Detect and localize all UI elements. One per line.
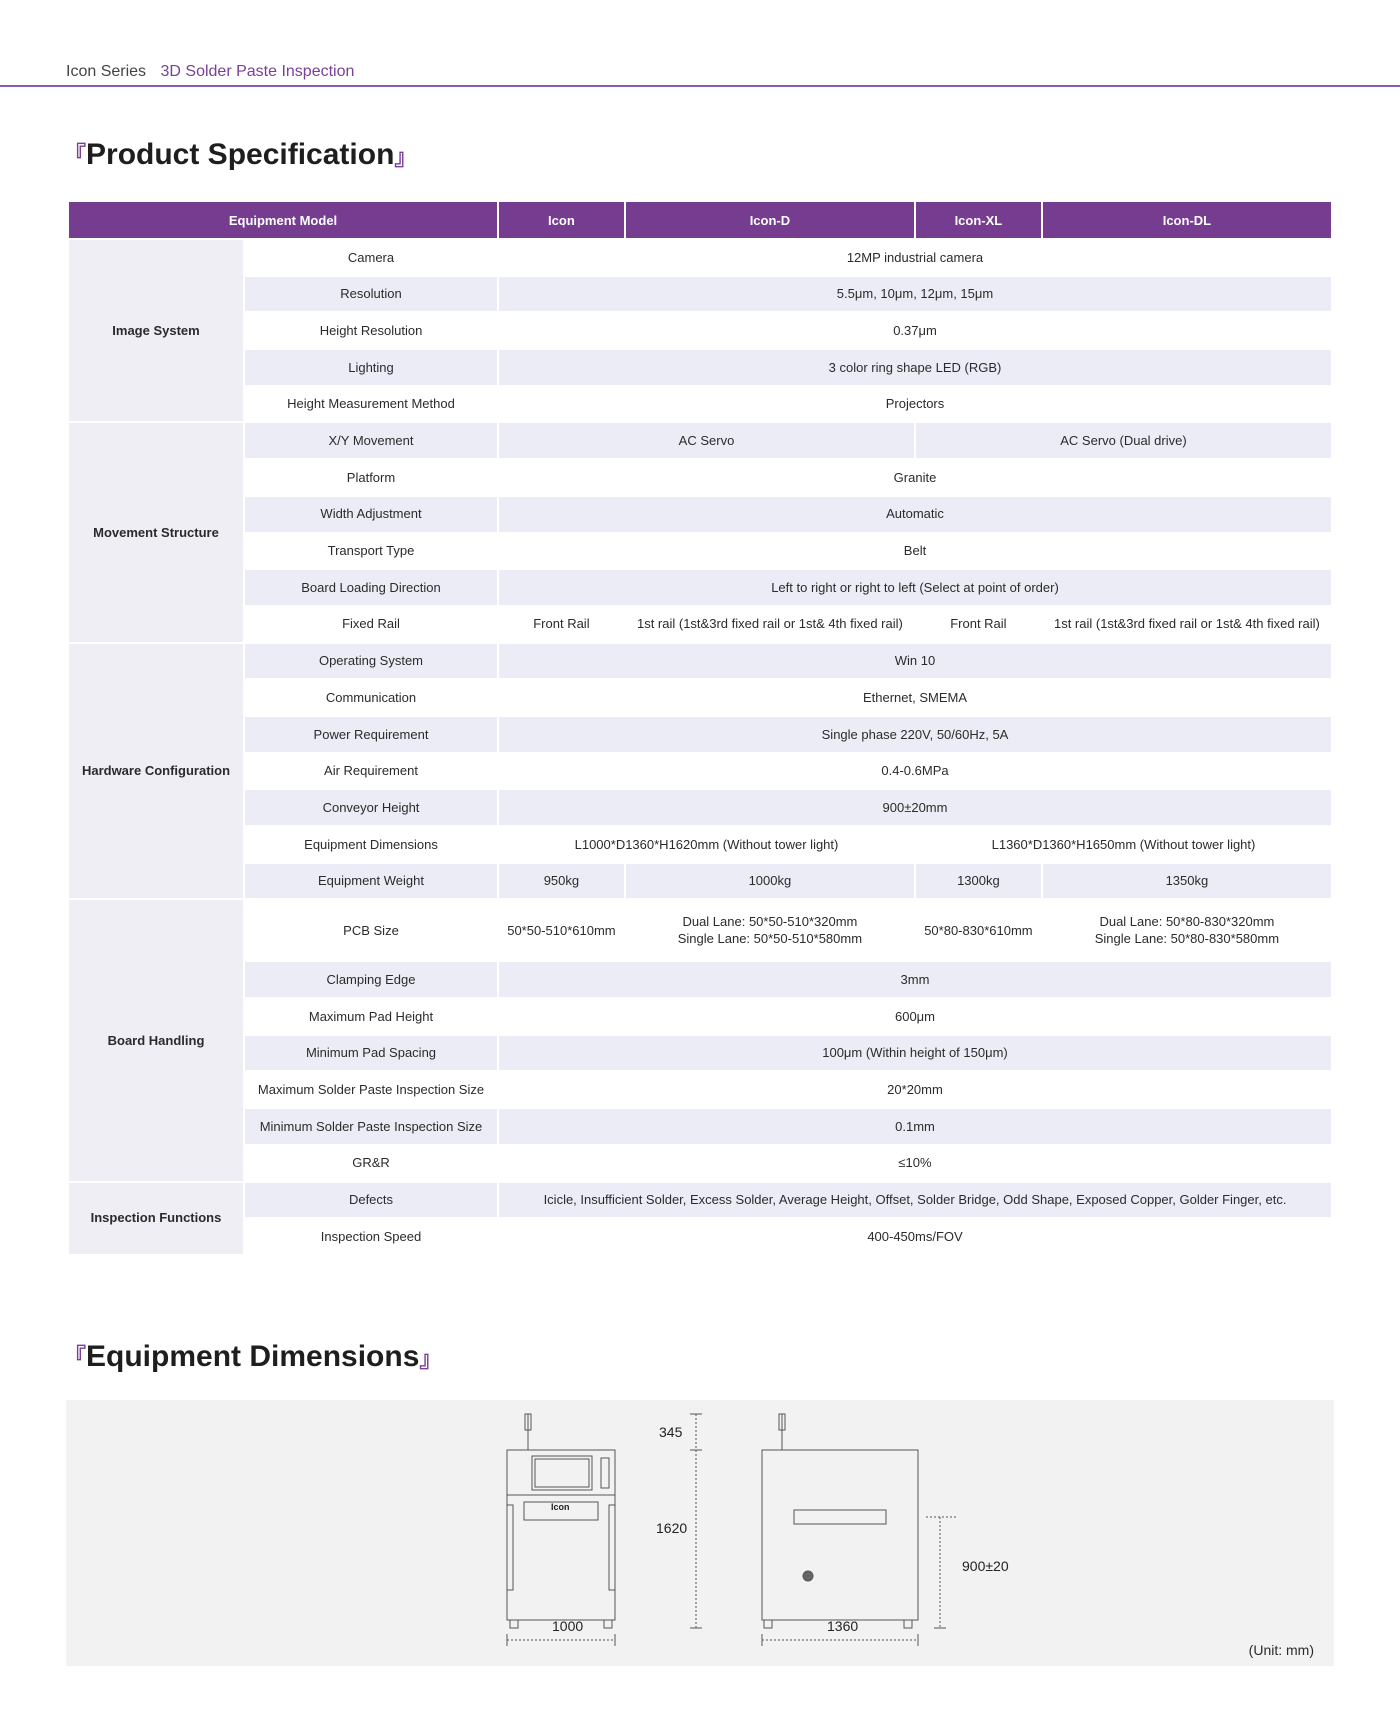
row-value: 5.5μm, 10μm, 12μm, 15μm [499, 277, 1331, 312]
series-name: Icon Series [66, 63, 147, 80]
row-value: 50*50-510*610mm [507, 922, 616, 938]
row-value: 600μm [894, 1008, 935, 1024]
table-row [69, 827, 1331, 862]
row-label: Clamping Edge [245, 962, 497, 997]
row-value: 100μm (Within height of 150μm) [499, 1036, 1331, 1071]
row-value: 950kg [499, 864, 624, 899]
table-row [69, 1183, 1331, 1218]
header-icon: Icon [499, 202, 624, 238]
table-row [69, 900, 1331, 960]
front-monitor [532, 1456, 592, 1490]
header-icon-d: Icon-D [626, 202, 914, 238]
tower-height-label: 345 [659, 1424, 683, 1440]
row-value: AC Servo (Dual drive) [916, 423, 1331, 458]
row-value: 50*80-830*610mm [924, 922, 1033, 938]
row-value: 1300kg [916, 864, 1041, 899]
table-row [69, 350, 1331, 385]
category-hardware-configuration: Hardware Configuration [69, 644, 243, 899]
row-value: 400-450ms/FOV [867, 1228, 963, 1244]
open-bracket-icon: 『 [64, 1344, 87, 1369]
front-foot-right [604, 1620, 612, 1628]
row-value: 0.1mm [499, 1109, 1331, 1144]
row-value [626, 900, 914, 960]
row-value: 3 color ring shape LED (RGB) [499, 350, 1331, 385]
table-row [69, 313, 1331, 348]
row-label: Minimum Pad Spacing [245, 1036, 497, 1071]
spec-section-title [64, 138, 416, 172]
row-label: Lighting [245, 350, 497, 385]
header [66, 63, 354, 81]
front-model-mark: Icon [551, 1502, 570, 1512]
conveyor-height-label: 900±20 [962, 1558, 1009, 1574]
table-row [69, 1146, 1331, 1181]
table-row [69, 644, 1331, 679]
table-row [69, 534, 1331, 569]
row-value: Front Rail [533, 616, 590, 632]
category-inspection-functions: Inspection Functions [69, 1183, 243, 1254]
table-row [69, 999, 1331, 1034]
row-label: Maximum Solder Paste Inspection Size [257, 1082, 485, 1097]
table-row [69, 423, 1331, 458]
side-width-label: 1360 [827, 1618, 859, 1634]
row-value: Front Rail [950, 616, 1007, 632]
body-height-label: 1620 [656, 1520, 688, 1536]
row-label: Height Resolution [319, 322, 423, 338]
row-value [1043, 900, 1331, 960]
row-label: Height Measurement Method [287, 396, 455, 412]
row-value: Ethernet, SMEMA [862, 689, 968, 705]
row-label: Operating System [245, 644, 497, 679]
table-row [69, 962, 1331, 997]
row-value: 1000kg [626, 864, 914, 899]
series-subtitle: 3D Solder Paste Inspection [160, 63, 355, 80]
row-value: Projectors [885, 396, 945, 412]
row-label: Transport Type [327, 543, 415, 559]
table-row [69, 607, 1331, 642]
row-label: Width Adjustment [245, 497, 497, 532]
close-bracket-icon: 』 [394, 145, 417, 170]
front-body [507, 1450, 615, 1620]
row-value: L1360*D1360*H1650mm (Without tower light) [991, 836, 1256, 852]
dims-title-text: Equipment Dimensions [86, 1340, 420, 1373]
table-header-row [69, 202, 1331, 238]
table-row [69, 1072, 1331, 1107]
row-label: Resolution [245, 277, 497, 312]
row-label: Equipment Dimensions [304, 836, 438, 852]
table-row [69, 497, 1331, 532]
row-label: Conveyor Height [245, 790, 497, 825]
table-row [69, 1036, 1331, 1071]
table-row [69, 754, 1331, 789]
row-label: X/Y Movement [245, 423, 497, 458]
category-movement-structure: Movement Structure [69, 423, 243, 641]
table-row [69, 460, 1331, 495]
header-icon-dl: Icon-DL [1043, 202, 1331, 238]
row-label: Inspection Speed [320, 1228, 422, 1244]
row-value: L1000*D1360*H1620mm (Without tower light) [574, 836, 839, 852]
row-label: Power Requirement [245, 717, 497, 752]
row-value: 0.37μm [893, 322, 937, 338]
row-value: Left to right or right to left (Select at point of order) [499, 570, 1331, 605]
row-label: Camera [347, 249, 395, 265]
pcb-dual-lane: Dual Lane: 50*80-830*320mm [1099, 913, 1275, 929]
row-label: Communication [325, 689, 417, 705]
pcb-dual-lane: Dual Lane: 50*50-510*320mm [682, 913, 858, 929]
row-value: 1st rail (1st&3rd fixed rail or 1st& 4th fixed rail) [1053, 616, 1320, 632]
table-row [69, 240, 1331, 275]
row-value: 3mm [499, 962, 1331, 997]
header-icon-xl: Icon-XL [916, 202, 1041, 238]
dimensions-panel [66, 1400, 1334, 1666]
pcb-single-lane: Single Lane: 50*80-830*580mm [1094, 931, 1280, 947]
row-value: 1350kg [1043, 864, 1331, 899]
table-row [69, 1109, 1331, 1144]
table-row [69, 680, 1331, 715]
side-foot-left [764, 1620, 772, 1628]
side-foot-right [904, 1620, 912, 1628]
spec-title-text: Product Specification [86, 138, 395, 171]
side-emergency-button [803, 1571, 813, 1581]
close-bracket-icon: 』 [419, 1347, 442, 1372]
category-board-handling: Board Handling [69, 900, 243, 1180]
row-label: Board Loading Direction [245, 570, 497, 605]
row-label: Minimum Solder Paste Inspection Size [245, 1109, 497, 1144]
row-value: Icicle, Insufficient Solder, Excess Solder, Average Height, Offset, Solder Bridge, Odd Shape, Exposed Copper, Golder Finger, etc. [499, 1183, 1331, 1218]
machine-drawing [66, 1400, 1334, 1666]
table-row [69, 570, 1331, 605]
row-value: ≤10% [898, 1155, 932, 1171]
header-model: Equipment Model [69, 202, 497, 238]
row-label: Platform [346, 469, 396, 485]
row-value: AC Servo [499, 423, 914, 458]
row-value: 20*20mm [887, 1082, 943, 1097]
row-value: 0.4-0.6MPa [881, 763, 949, 779]
open-bracket-icon: 『 [64, 142, 87, 167]
row-label: Maximum Pad Height [308, 1008, 434, 1024]
table-row [69, 790, 1331, 825]
front-monitor-screen [535, 1459, 589, 1487]
front-right-door [609, 1505, 615, 1590]
front-left-door [507, 1505, 513, 1590]
side-body [762, 1450, 918, 1620]
row-label: Defects [245, 1183, 497, 1218]
row-value: Single phase 220V, 50/60Hz, 5A [499, 717, 1331, 752]
front-width-label: 1000 [552, 1618, 584, 1634]
pcb-single-lane: Single Lane: 50*50-510*580mm [677, 931, 863, 947]
category-image-system: Image System [69, 240, 243, 421]
row-label: Equipment Weight [245, 864, 497, 899]
row-value: Automatic [499, 497, 1331, 532]
row-label: Fixed Rail [342, 616, 400, 632]
table-row [69, 387, 1331, 422]
row-value: 1st rail (1st&3rd fixed rail or 1st& 4th fixed rail) [636, 616, 903, 632]
row-value: 900±20mm [499, 790, 1331, 825]
table-row [69, 864, 1331, 899]
table-row [69, 717, 1331, 752]
table-row [69, 1219, 1331, 1254]
dims-section-title [64, 1340, 441, 1374]
row-label: Air Requirement [324, 763, 418, 779]
row-value: Granite [893, 469, 937, 485]
row-value: Win 10 [499, 644, 1331, 679]
front-control-buttons [601, 1458, 609, 1488]
unit-label: (Unit: mm) [1248, 1642, 1314, 1658]
row-value: 12MP industrial camera [846, 249, 984, 265]
front-foot-left [510, 1620, 518, 1628]
row-value: Belt [903, 543, 927, 559]
table-row [69, 277, 1331, 312]
side-conveyor-slot [794, 1510, 886, 1524]
row-label: PCB Size [343, 922, 399, 938]
spec-table [67, 200, 1333, 1256]
header-divider [0, 85, 1400, 87]
row-label: GR&R [352, 1155, 390, 1171]
